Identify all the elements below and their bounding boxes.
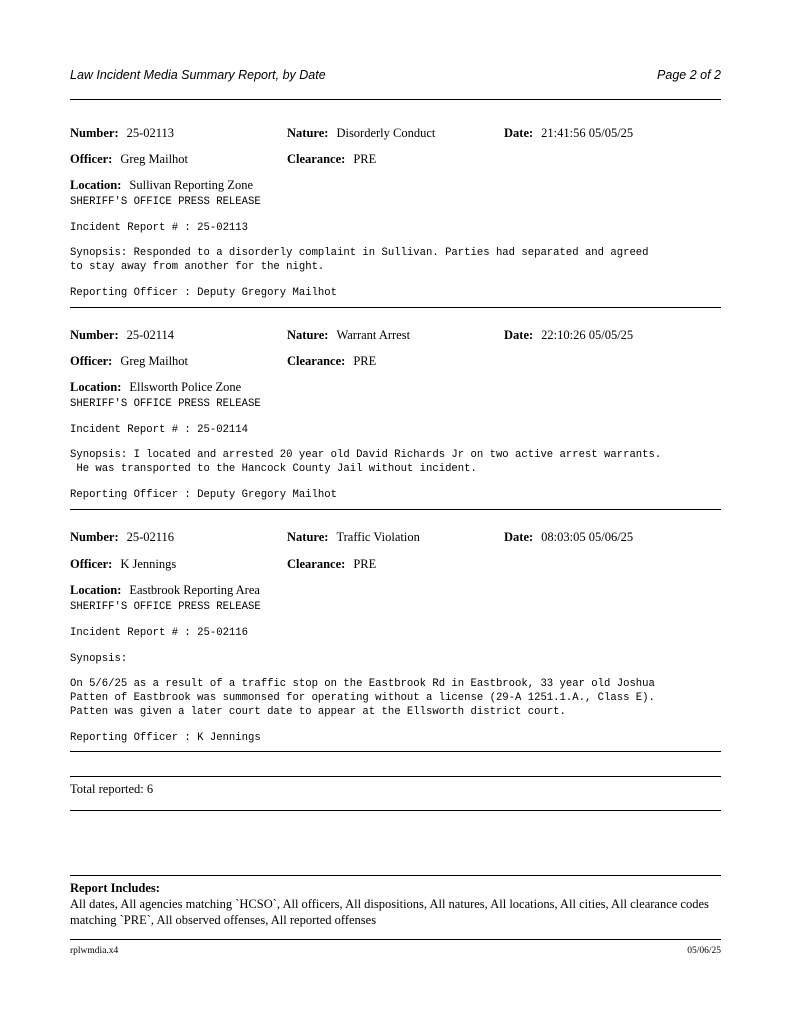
incident-divider [70, 509, 721, 510]
incident-divider [70, 307, 721, 308]
number-field: Number: 25-02116 [70, 530, 175, 544]
reporting-officer: Reporting Officer : K Jennings [70, 732, 261, 744]
incident-divider [70, 751, 721, 752]
report-title: Law Incident Media Summary Report, by Date [70, 68, 326, 82]
clearance-field: Clearance: PRE [287, 354, 377, 368]
date-field: Date: 21:41:56 05/05/25 [504, 126, 634, 140]
location-field: Location: Sullivan Reporting Zone [70, 178, 253, 192]
total-top-rule [70, 776, 721, 777]
press-release-line: SHERIFF'S OFFICE PRESS RELEASE [70, 398, 261, 410]
location-field: Location: Eastbrook Reporting Area [70, 583, 260, 597]
total-reported: Total reported: 6 [70, 782, 154, 796]
nature-field: Nature: Traffic Violation [287, 530, 420, 544]
footer-rule [70, 939, 721, 940]
report-includes [70, 880, 721, 928]
synopsis-text: Synopsis: Responded to a disorderly complaint in Sullivan. Parties had separated and agreed to stay away from another for the night. [70, 247, 649, 273]
incident-report-number: Incident Report # : 25-02116 [70, 627, 249, 639]
clearance-field: Clearance: PRE [287, 152, 377, 166]
header-rule [70, 99, 721, 100]
number-field: Number: 25-02114 [70, 328, 175, 342]
press-release-line: SHERIFF'S OFFICE PRESS RELEASE [70, 196, 261, 208]
reporting-officer: Reporting Officer : Deputy Gregory Mailhot [70, 489, 338, 501]
officer-field: Officer: Greg Mailhot [70, 152, 189, 166]
incident-report-number: Incident Report # : 25-02114 [70, 424, 249, 436]
page-number: Page 2 of 2 [657, 68, 721, 82]
nature-field: Nature: Disorderly Conduct [287, 126, 436, 140]
number-field: Number: 25-02113 [70, 126, 175, 140]
footer-date: 05/06/25 [687, 946, 721, 956]
synopsis-text: On 5/6/25 as a result of a traffic stop on the Eastbrook Rd in Eastbrook, 33 year old Joshua Patten of Eastbrook was summonsed for operating without a license (29-A 1251.1.A., Class E). Patten was given a later court date to appear at the Ellsworth district court. [70, 678, 655, 718]
footer-filename: rplwmdia.x4 [70, 946, 119, 956]
total-bottom-rule [70, 810, 721, 811]
includes-heading: Report Includes: [70, 881, 160, 895]
date-field: Date: 22:10:26 05/05/25 [504, 328, 634, 342]
includes-top-rule [70, 875, 721, 876]
reporting-officer: Reporting Officer : Deputy Gregory Mailhot [70, 287, 338, 299]
incident-report-number: Incident Report # : 25-02113 [70, 222, 249, 234]
synopsis-text: Synopsis: I located and arrested 20 year old David Richards Jr on two active arrest warrants. He was transported to the Hancock County Jail without incident. [70, 449, 662, 475]
includes-text: All dates, All agencies matching `HCSO`, All officers, All dispositions, All natures, All locations, All cities, All clearance codes matching `PRE`, All observed offenses, All reported offenses [70, 897, 709, 927]
nature-field: Nature: Warrant Arrest [287, 328, 411, 342]
location-field: Location: Ellsworth Police Zone [70, 380, 242, 394]
report-header [70, 68, 721, 86]
officer-field: Officer: K Jennings [70, 557, 177, 571]
date-field: Date: 08:03:05 05/06/25 [504, 530, 634, 544]
press-release-line: SHERIFF'S OFFICE PRESS RELEASE [70, 601, 261, 613]
officer-field: Officer: Greg Mailhot [70, 354, 189, 368]
clearance-field: Clearance: PRE [287, 557, 377, 571]
synopsis-label: Synopsis: [70, 653, 128, 665]
